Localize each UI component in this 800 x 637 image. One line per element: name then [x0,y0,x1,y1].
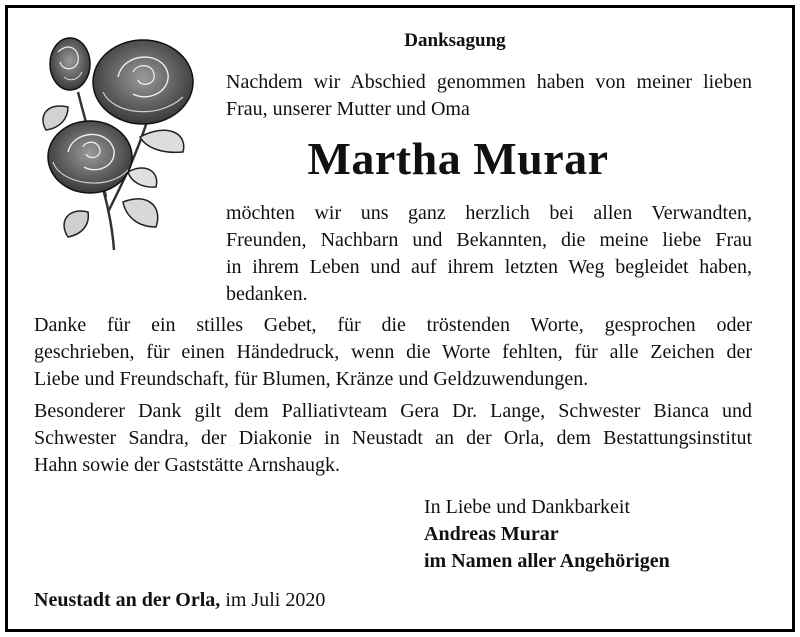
thanks-line: möchten wir uns ganz herzlich bei allen Verwandten, [226,202,752,224]
signature-closing: In Liebe und Dankbarkeit [424,496,631,518]
signature-block [424,494,670,575]
paragraph-special-thanks [34,398,752,479]
heading-title: Danksagung [404,30,506,51]
deceased-name: Martha Murar [307,133,609,184]
footer-place: Neustadt an der Orla, [34,589,221,611]
paragraph-line: Danke für ein stilles Gebet, für die tröstenden Worte, gesprochen oder [34,314,752,336]
signature-name: Andreas Murar [424,523,559,545]
footer-date: im Juli 2020 [220,589,326,611]
paragraph-line: Hahn sowie der Gaststätte Arnshaugk. [34,454,341,476]
thanks-line: bedanken. [226,283,308,305]
paragraph-gratitude [34,312,752,393]
thanks-line: in ihrem Leben und auf ihrem letzten Weg begleidet haben, [226,256,752,278]
paragraph-line: Liebe und Freundschaft, für Blumen, Kränze und Geldzuwendungen. [34,368,589,390]
paragraph-line: geschrieben, für einen Händedruck, wenn die Worte fehlten, für alle Zeichen der [34,341,752,363]
thanks-line: Freunden, Nachbarn und Bekannten, die meine liebe Frau [226,229,752,251]
signature-relatives: im Namen aller Angehörigen [424,550,670,572]
paragraph-line: Besonderer Dank gilt dem Palliativteam Gera Dr. Lange, Schwester Bianca und [34,400,752,422]
intro-text: Nachdem wir Abschied genommen haben von meiner lieben Frau, unserer Mutter und Oma [226,71,752,120]
roses-icon [28,22,200,259]
thanks-text [226,200,752,308]
paragraph-line: Schwester Sandra, der Diakonie in Neustadt an der Orla, dem Bestattungsinstitut [34,427,752,449]
place-date [34,589,325,612]
